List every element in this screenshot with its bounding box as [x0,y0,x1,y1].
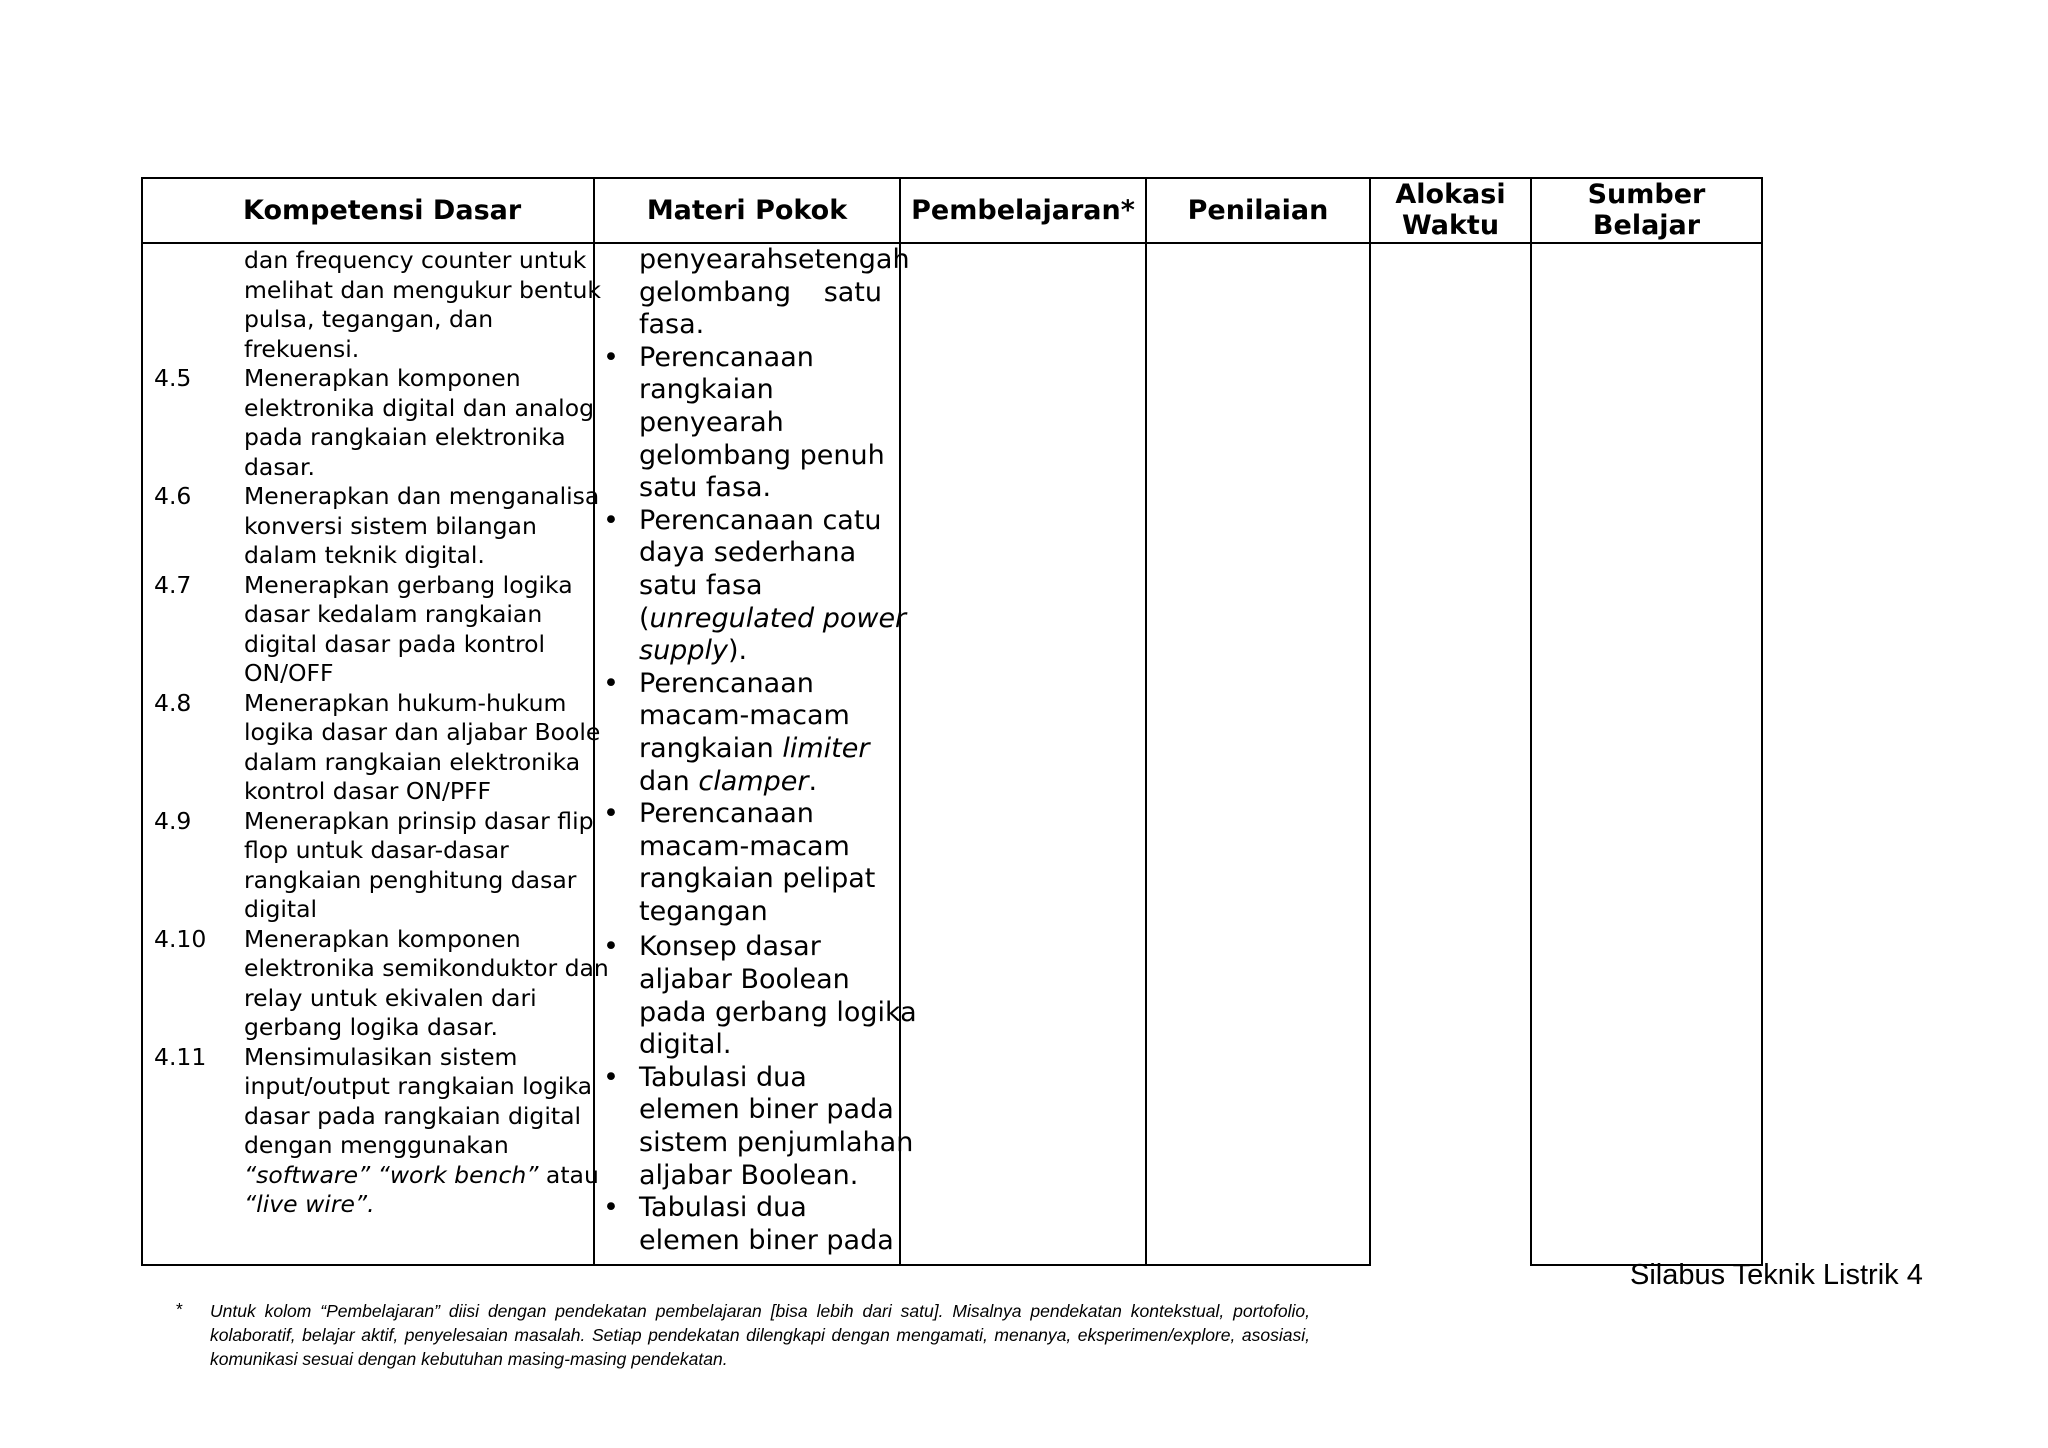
kompetensi-line [154,1160,599,1191]
kompetensi-line [154,984,584,1014]
header-pembelajaran-label: Pembelajaran* [911,194,1135,226]
kompetensi-number: 4.10 [154,924,207,953]
kompetensi-number: 4.9 [154,806,192,835]
kompetensi-number: 4.11 [154,1042,207,1071]
header-penilaian-label: Penilaian [1187,194,1329,226]
kompetensi-text: dasar pada rangkaian digital [244,1101,581,1130]
kompetensi-text: flop untuk dasar-dasar [244,836,509,864]
kompetensi-number: 4.6 [154,482,192,510]
materi-line [594,700,886,733]
materi-bullet-item [594,504,907,668]
kompetensi-text: Menerapkan komponen [244,364,521,392]
materi-line [594,472,886,505]
materi-text: macam-macam [639,830,850,862]
materi-line [594,996,917,1030]
materi-italic-text: clamper [698,765,809,797]
materi-text: Tabulasi dua [639,1061,807,1093]
materi-bullet-item [594,668,886,798]
kompetensi-number: 4.8 [154,688,192,717]
kompetensi-text: Menerapkan komponen [244,924,521,953]
materi-line [594,537,886,570]
kompetensi-line [154,718,601,748]
materi-text: fasa. [639,309,705,341]
kompetensi-line [154,571,584,601]
bullet-icon: • [603,1061,619,1093]
table-left-border [141,177,143,1266]
materi-italic-text: supply [639,635,728,667]
bullet-icon: • [603,1192,619,1224]
table-right-border [1761,177,1763,1266]
header-kompetensi-dasar [143,177,593,243]
materi-text: Perencanaan [639,667,814,699]
materi-text: macam-macam [639,700,850,732]
kompetensi-line [154,512,584,542]
header-alokasi-line1: Alokasi [1395,179,1506,210]
materi-line [594,309,886,342]
materi-text: ). [727,635,748,667]
materi-line [594,635,886,668]
col-divider-2 [899,177,901,1266]
materi-text: tegangan [639,895,768,927]
bullet-icon: • [603,341,619,373]
kompetensi-text: Mensimulasikan sistem [244,1042,518,1071]
materi-text: elemen biner pada [639,1224,894,1256]
materi-word: setengah [783,244,910,275]
kompetensi-line [154,393,594,424]
materi-line [594,570,886,603]
kompetensi-line [154,1102,584,1132]
kompetensi-text: Menerapkan prinsip dasar flip [244,806,594,835]
kompetensi-line [154,630,584,660]
header-materi-pokok [595,177,899,243]
materi-line [594,798,886,831]
kompetensi-text: logika dasar dan aljabar Boole [244,718,601,746]
kompetensi-line [154,1043,584,1073]
materi-line [594,964,886,997]
kompetensi-atau: atau [538,1160,599,1189]
kompetensi-line [154,954,609,984]
header-alokasi-waktu [1371,177,1530,243]
kompetensi-line [154,600,584,630]
materi-text: satu fasa. [639,472,772,504]
materi-word: penyearah [639,244,784,275]
kompetensi-line [154,866,584,896]
materi-bullet-item [594,1061,914,1192]
header-kompetensi-label: Kompetensi Dasar [243,194,522,226]
materi-line [594,1094,894,1127]
materi-text: aljabar Boolean. [639,1159,859,1191]
kompetensi-text: dan frequency counter untuk [244,246,587,274]
kompetensi-text: pulsa, tegangan, dan [244,305,494,333]
materi-text: dan [639,765,699,797]
materi-line [594,374,886,407]
kompetensi-line [154,1013,584,1043]
kompetensi-line [154,453,584,483]
kompetensi-number: 4.5 [154,364,192,392]
header-penilaian [1147,177,1369,243]
materi-text: rangkaian [639,732,783,764]
kompetensi-line [154,836,584,866]
materi-line [594,602,907,636]
kompetensi-line [154,364,584,394]
header-sumber-belajar [1532,177,1761,243]
materi-line [594,863,886,896]
materi-text: satu fasa [639,569,763,601]
kompetensi-text: Menerapkan dan menganalisa [244,482,600,510]
materi-bullet-item [594,342,886,505]
materi-line [594,668,886,701]
materi-text: Tabulasi dua [639,1192,807,1224]
materi-text: penyearah [639,406,784,438]
kompetensi-line [154,275,602,306]
kompetensi-line [154,689,584,719]
kompetensi-line [154,806,594,837]
materi-text: rangkaian [639,374,774,406]
kompetensi-text: Menerapkan hukum-hukum [244,688,567,717]
materi-text: digital. [639,1029,732,1061]
kompetensi-line [154,895,584,925]
kompetensi-text: pada rangkaian elektronika [244,423,566,451]
materi-line [594,1062,886,1095]
header-sumber-line1: Sumber [1587,179,1706,210]
materi-text: ( [639,602,650,634]
kompetensi-text: Menerapkan gerbang logika [244,570,573,599]
materi-line [594,1127,914,1160]
kompetensi-number: 4.7 [154,570,192,599]
materi-line [594,831,886,864]
kompetensi-text: rangkaian penghitung dasar [244,865,577,894]
materi-line [594,407,886,440]
kompetensi-text: dasar kedalam rangkaian [244,600,543,628]
kompetensi-text: dengan menggunakan [244,1131,509,1159]
kompetensi-line [154,777,584,807]
materi-text: Perencanaan catu [639,504,882,536]
materi-word: satu [823,276,882,308]
bullet-icon: • [603,798,619,830]
kompetensi-text: konversi sistem bilangan [244,511,537,540]
materi-line [594,440,886,473]
bullet-icon: • [603,504,619,536]
kompetensi-italic-livewire: “live wire”. [244,1190,375,1218]
bullet-icon: • [603,667,619,699]
materi-line [594,342,886,375]
kompetensi-line [154,1131,584,1161]
materi-italic-text: unregulated power [649,602,907,634]
kompetensi-line [154,335,584,365]
materi-text: daya sederhana [639,537,857,569]
materi-bullet-item [594,798,886,928]
kompetensi-line [154,246,587,276]
materi-bullet-item [594,931,917,1061]
kompetensi-line [154,305,584,335]
materi-text: Perencanaan [639,341,814,373]
kompetensi-text: dasar. [244,452,315,481]
materi-line [594,505,886,538]
kompetensi-line [154,541,584,571]
materi-text: . [808,765,818,797]
materi-line [594,1029,886,1062]
materi-word: gelombang [639,276,792,308]
materi-line [594,733,886,766]
kompetensi-line [154,1190,584,1220]
materi-line [594,896,886,929]
table-bottom-border-left [141,1264,1370,1266]
kompetensi-dasar-cell [154,246,609,1220]
col-divider-5 [1530,177,1532,1266]
materi-line [594,1192,886,1225]
materi-line [594,244,910,277]
kompetensi-text: frekuensi. [244,334,360,363]
materi-text: rangkaian pelipat [639,863,876,895]
materi-text: Konsep dasar [639,931,821,963]
materi-text: gelombang penuh [639,439,885,471]
kompetensi-text: ON/OFF [244,659,334,687]
kompetensi-text: relay untuk ekivalen dari [244,983,537,1012]
header-alokasi-line2: Waktu [1401,210,1500,241]
footnote-marker: * [176,1299,183,1319]
kompetensi-text: digital [244,895,318,923]
bullet-icon: • [603,931,619,963]
materi-text: pada gerbang logika [639,996,917,1028]
kompetensi-line [154,1072,593,1102]
materi-line [594,1224,894,1258]
kompetensi-line [154,748,584,778]
header-sumber-line2: Belajar [1592,210,1701,241]
header-materi-label: Materi Pokok [646,194,848,226]
materi-text: aljabar Boolean [639,964,850,996]
header-pembelajaran [901,177,1145,243]
col-divider-4 [1369,177,1371,1266]
materi-line [594,931,886,964]
kompetensi-text: kontrol dasar ON/PFF [244,777,492,805]
materi-text: Perencanaan [639,798,814,830]
footnote-text: Untuk kolom “Pembelajaran” diisi dengan pendekatan pembelajaran [bisa lebih dari satu]. Misalnya pendekatan kontekstual, portofolio, kolaboratif, belajar aktif, penyelesaian masalah. Setiap pendekatan dilengkapi dengan mengamati, menanya, eksperimen/explore, asosiasi, komunikasi sesuai dengan kebutuhan masing-masing pendekatan. [210,1301,1310,1369]
materi-line [594,766,886,799]
kompetensi-text: dalam teknik digital. [244,541,485,569]
col-divider-3 [1145,177,1147,1266]
kompetensi-line [154,925,584,955]
kompetensi-text: gerbang logika dasar. [244,1013,498,1041]
materi-italic-text: limiter [782,732,870,764]
kompetensi-text: input/output rangkaian logika [244,1072,593,1100]
kompetensi-text: elektronika digital dan analog [244,393,594,422]
kompetensi-line [154,423,584,453]
page-footer-label: Silabus Teknik Listrik 4 [1630,1259,1923,1291]
kompetensi-text: dalam rangkaian elektronika [244,747,581,776]
kompetensi-line [154,482,600,512]
kompetensi-text: elektronika semikonduktor dan [244,954,609,982]
kompetensi-text: melihat dan mengukur bentuk [244,275,602,304]
materi-text: sistem penjumlahan [639,1127,914,1159]
kompetensi-line [154,659,584,689]
kompetensi-text: digital dasar pada kontrol [244,629,546,658]
materi-bullet-item [594,1192,894,1257]
materi-line [594,277,886,310]
materi-text: elemen biner pada [639,1094,894,1126]
materi-line [594,1160,886,1193]
materi-pokok-cell [594,244,917,1257]
kompetensi-italic-software: “software” “work bench” [244,1160,539,1189]
